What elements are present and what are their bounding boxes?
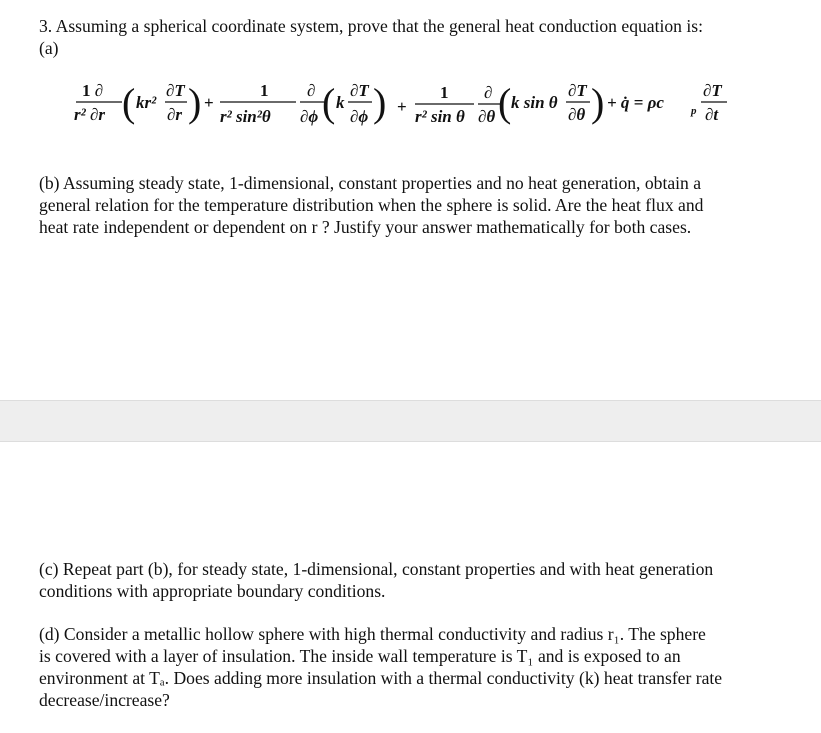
cp-subscript: p — [691, 105, 697, 117]
plus-2: + — [397, 97, 407, 116]
page-separator — [0, 400, 821, 442]
part-d-paragraph — [39, 623, 793, 711]
part-c-line-2: conditions with appropriate boundary conditions. — [39, 581, 386, 601]
part-d-line-4: decrease/increase? — [39, 690, 170, 710]
term3-left-paren: ( — [498, 80, 512, 125]
part-b-line-2: general relation for the temperature distribution when the sphere is solid. Are the heat flux and — [39, 195, 704, 215]
term1-inner-den: ∂r — [167, 105, 183, 124]
document-page-bottom — [0, 442, 821, 733]
term1-den: r² ∂r — [74, 105, 105, 124]
term2-inner-den: ∂ϕ — [350, 107, 369, 126]
term2-den: r² sin²θ — [220, 107, 271, 126]
rhs-den: ∂t — [705, 105, 719, 124]
term2-op-den: ∂ϕ — [300, 107, 319, 126]
term2-inner-num: ∂T — [350, 81, 369, 100]
heat-conduction-equation — [70, 78, 770, 130]
part-b-line-1: (b) Assuming steady state, 1-dimensional, constant properties and no heat generation, obtain a — [39, 173, 702, 193]
term3-op-num: ∂ — [484, 83, 493, 102]
term3-inner-prefix: k sin θ — [511, 93, 558, 112]
term2-inner-prefix: k — [336, 93, 345, 112]
part-b-paragraph — [39, 172, 793, 238]
part-c-paragraph — [39, 558, 793, 602]
term2-right-paren: ) — [373, 80, 387, 125]
part-c-line-1: (c) Repeat part (b), for steady state, 1-dimensional, constant properties and with heat generation — [39, 559, 714, 579]
rhs-num: ∂T — [703, 81, 722, 100]
term2-num: 1 — [260, 81, 269, 100]
part-b-line-3: heat rate independent or dependent on r ? Justify your answer mathematically for both cases. — [39, 217, 692, 237]
term1-inner-prefix: kr² — [136, 93, 157, 112]
term1-left-paren: ( — [122, 80, 136, 125]
term1-inner-num: ∂T — [166, 81, 185, 100]
term3-den: r² sin θ — [415, 107, 465, 126]
part-d-line-2: is covered with a layer of insulation. The inside wall temperature is T₁ and is exposed to an — [39, 646, 681, 666]
term2-left-paren: ( — [322, 80, 336, 125]
part-d-line-3: environment at Tₐ. Does adding more insulation with a thermal conductivity (k) heat transfer rate — [39, 668, 723, 688]
question-title — [39, 15, 793, 37]
term3-op-den: ∂θ — [478, 107, 496, 126]
term3-right-paren: ) — [591, 80, 605, 125]
term3-num: 1 — [440, 83, 449, 102]
term2-op-num: ∂ — [307, 81, 316, 100]
part-d-line-1: (d) Consider a metallic hollow sphere with high thermal conductivity and radius r₁. The sphere — [39, 624, 706, 644]
generation-term: + q̇ = ρc — [607, 93, 664, 112]
part-a-label — [39, 37, 793, 59]
plus-1: + — [204, 93, 214, 112]
term3-inner-num: ∂T — [568, 81, 587, 100]
part-a-label-text: (a) — [39, 38, 59, 58]
term1-right-paren: ) — [188, 80, 202, 125]
equation-svg — [70, 78, 770, 130]
term1-num: 1 ∂ — [82, 81, 104, 100]
term3-inner-den: ∂θ — [568, 105, 586, 124]
question-title-text: 3. Assuming a spherical coordinate system, prove that the general heat conduction equation is: — [39, 16, 703, 36]
